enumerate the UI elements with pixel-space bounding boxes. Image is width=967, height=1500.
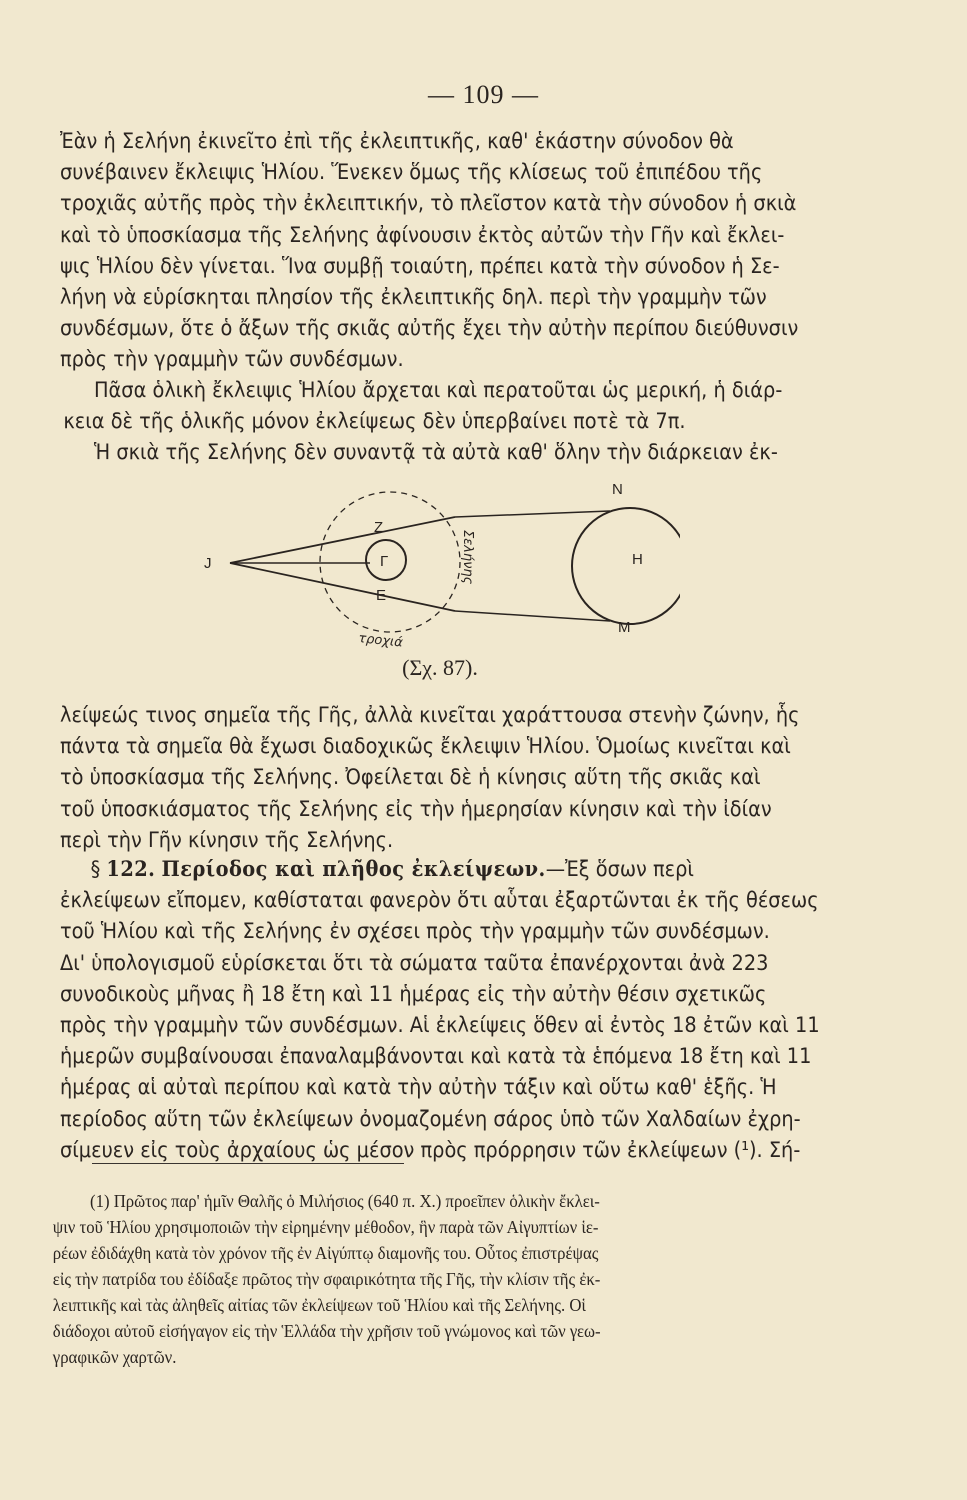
text-line: τοῦ ὑποσκιάσματος τῆς Σελήνης εἰς τὴν ἡμερησίαν κίνησιν καὶ τὴν ἰδίαν — [60, 796, 772, 822]
text-line: πρὸς τὴν γραμμὴν τῶν συνδέσμων. Αἱ ἐκλείψεις ὅθεν αἱ ἐντὸς 18 ἐτῶν καὶ 11 — [60, 1013, 820, 1039]
text-line: τοῦ Ἡλίου καὶ τῆς Σελήνης ἐν σχέσει πρὸς τὴν γραμμὴν τῶν συνδέσμων. — [60, 919, 770, 945]
label-sun-left: J — [204, 555, 212, 572]
text-line: καὶ τὸ ὑποσκίασμα τῆς Σελήνης ἀφίνουσιν ἐκτὸς αὐτῶν τὴν Γῆν καὶ ἔκλει- — [60, 222, 785, 248]
section-symbol: § — [90, 857, 101, 882]
text-line: περίοδος αὕτη τῶν ἐκλείψεων ὀνομαζομένη σάρος ὑπὸ τῶν Χαλδαίων ἐχρη- — [60, 1106, 801, 1132]
text-line: τροχιᾶς αὐτῆς πρὸς τὴν ἐκλειπτικήν, τὸ πλεῖστον κατὰ τὴν σύνοδον ἡ σκιὰ — [60, 191, 797, 217]
text-line: συνοδικοὺς μῆνας ἢ 18 ἔτη καὶ 11 ἡμέρας εἰς τὴν αὐτὴν θέσιν σχετικῶς — [60, 981, 767, 1007]
text-line: συνδέσμων, ὅτε ὁ ἄξων τῆς σκιᾶς αὐτῆς ἔχει τὴν αὐτὴν περίπου διεύθυνσιν — [60, 316, 799, 342]
text-line: Ἡ σκιὰ τῆς Σελήνης δὲν συναντᾷ τὰ αὐτὰ καθ' ὅλην τὴν διάρκειαν ἐκ- — [94, 440, 778, 465]
text-line: Δι' ὑπολογισμοῦ εὑρίσκεται ὅτι τὰ σώματα ταῦτα ἐπανέρχονται ἀνὰ 223 — [60, 950, 769, 976]
paragraph-4 — [60, 700, 825, 856]
label-eta: H — [632, 551, 643, 568]
text-line: συνέβαινεν ἔκλειψις Ἡλίου. Ἕνεκεν ὅμως τῆς κλίσεως τοῦ ἐπιπέδου τῆς — [60, 160, 763, 186]
text-line: σίμευεν εἰς τοὺς ἀρχαίους ὡς μέσον πρὸς πρόρρησιν τῶν ἐκλείψεων (¹). Σή- — [60, 1137, 801, 1163]
text-line: κεια δὲ τῆς ὁλικῆς μόνον ἐκλείψεως δὲν ὑπερβαίνει ποτὲ τὰ 7π. — [63, 409, 686, 435]
label-gamma: Γ — [380, 553, 389, 570]
footnote-line: ψιν τοῦ Ἡλίου χρησιμοποιῶν τὴν εἰρημένην μέθοδον, ἣν παρὰ τῶν Αἰγυπτίων ἱε- — [52, 1217, 599, 1237]
footnote-divider — [92, 1163, 404, 1164]
label-z: Z — [374, 519, 384, 536]
text-line: ἐκλείψεων εἴπομεν, καθίσταται φανερὸν ὅτι αὗται ἐξαρτῶνται ἐκ τῆς θέσεως — [60, 888, 819, 914]
text-line: τὸ ὑποσκίασμα τῆς Σελήνης. Ὀφείλεται δὲ ἡ κίνησις αὕτη τῆς σκιᾶς καὶ — [60, 765, 761, 791]
text-line: ἡμέρας αἱ αὐταὶ περίπου καὶ κατὰ τὴν αὐτὴν τάξιν καὶ οὕτω καθ' ἑξῆς. Ἡ — [60, 1075, 777, 1101]
eclipse-diagram — [200, 470, 680, 670]
text-line: ψις Ἡλίου δὲν γίνεται. Ἵνα συμβῇ τοιαύτη, πρέπει κατὰ τὴν σύνοδον ἡ Σε- — [60, 253, 780, 279]
text-line: λήνη νὰ εὑρίσκηται πλησίον τῆς ἐκλειπτικῆς δηλ. περὶ τὴν γραμμὴν τῶν — [60, 285, 767, 311]
footnote-line: ρέων ἐδιδάχθη κατὰ τὸν χρόνον τῆς ἐν Αἰγύπτῳ διαμονῆς του. Οὗτος ἐπιστρέψας — [52, 1243, 599, 1263]
footnote-line: λειπτικῆς καὶ τὰς ἀληθεῖς αἰτίας τῶν ἐκλείψεων τοῦ Ἡλίου καὶ τῆς Σελήνης. Οἱ — [52, 1295, 586, 1315]
text-line: περὶ τὴν Γῆν κίνησιν τῆς Σελήνης. — [60, 827, 394, 853]
label-epsilon: E — [376, 587, 387, 604]
paragraph-2 — [63, 375, 859, 437]
footnote-line: (1) Πρῶτος παρ' ἡμῖν Θαλῆς ὁ Μιλήσιος (640 π. Χ.) προεῖπεν ὁλικὴν ἔκλει- — [90, 1191, 600, 1211]
section-first-line-rest: —Ἐξ ὅσων περὶ — [545, 857, 694, 882]
label-orbit-arc: τροχιά — [357, 631, 404, 651]
text-line: Ἐὰν ἡ Σελήνη ἐκινεῖτο ἐπὶ τῆς ἐκλειπτικῆς, καθ' ἑκάστην σύνοδον θὰ — [60, 129, 734, 154]
tangent-lower — [455, 611, 610, 621]
cone-upper-line — [230, 517, 455, 563]
text-line: πρὸς τὴν γραμμὴν τῶν συνδέσμων. — [60, 347, 404, 373]
paragraph-3 — [94, 437, 859, 468]
text-line: Πᾶσα ὁλικὴ ἔκλειψις Ἡλίου ἄρχεται καὶ περατοῦται ὡς μερική, ἡ διάρ- — [94, 378, 783, 403]
label-n: N — [612, 481, 623, 498]
footnote-line: εἰς τὴν πατρίδα του ἐδίδαξε πρῶτος τὴν σφαιρικότητα τῆς Γῆς, τὴν κλίσιν τῆς ἐκ- — [52, 1269, 601, 1289]
footnote — [52, 1188, 601, 1370]
footnote-line: γραφικῶν χαρτῶν. — [52, 1347, 177, 1367]
paragraph-1 — [60, 126, 825, 376]
section-122 — [60, 854, 825, 1166]
label-orbit-right: Σελήνης — [460, 530, 475, 585]
page-number: — 109 — — [428, 80, 539, 109]
footnote-line: διάδοχοι αὐτοῦ εἰσήγαγον εἰς τὴν Ἑλλάδα τὴν χρῆσιν τοῦ γνώμονος καὶ τῶν γεω- — [52, 1321, 601, 1341]
label-m: M — [618, 619, 631, 636]
section-title: Περίοδος καὶ πλῆθος ἐκλείψεων. — [161, 857, 546, 882]
text-line: πάντα τὰ σημεῖα θὰ ἔχωσι διαδοχικῶς ἔκλειψιν Ἡλίου. Ὁμοίως κινεῖται καὶ — [60, 734, 791, 760]
sun-circle — [572, 508, 680, 624]
orbit-dashed — [320, 492, 460, 632]
figure-caption: (Σχ. 87). — [402, 655, 478, 680]
text-line: ἡμερῶν συμβαίνουσαι ἐπαναλαμβάνονται καὶ κατὰ τὰ ἑπόμενα 18 ἔτη καὶ 11 — [60, 1044, 812, 1070]
section-number: 122. — [106, 857, 156, 882]
tangent-upper — [455, 511, 610, 517]
cone-lower-line — [230, 563, 455, 611]
section-heading-line — [91, 854, 825, 885]
text-line: λείψεώς τινος σημεῖα τῆς Γῆς, ἀλλὰ κινεῖται χαράττουσα στενὴν ζώνην, ἧς — [60, 703, 800, 728]
